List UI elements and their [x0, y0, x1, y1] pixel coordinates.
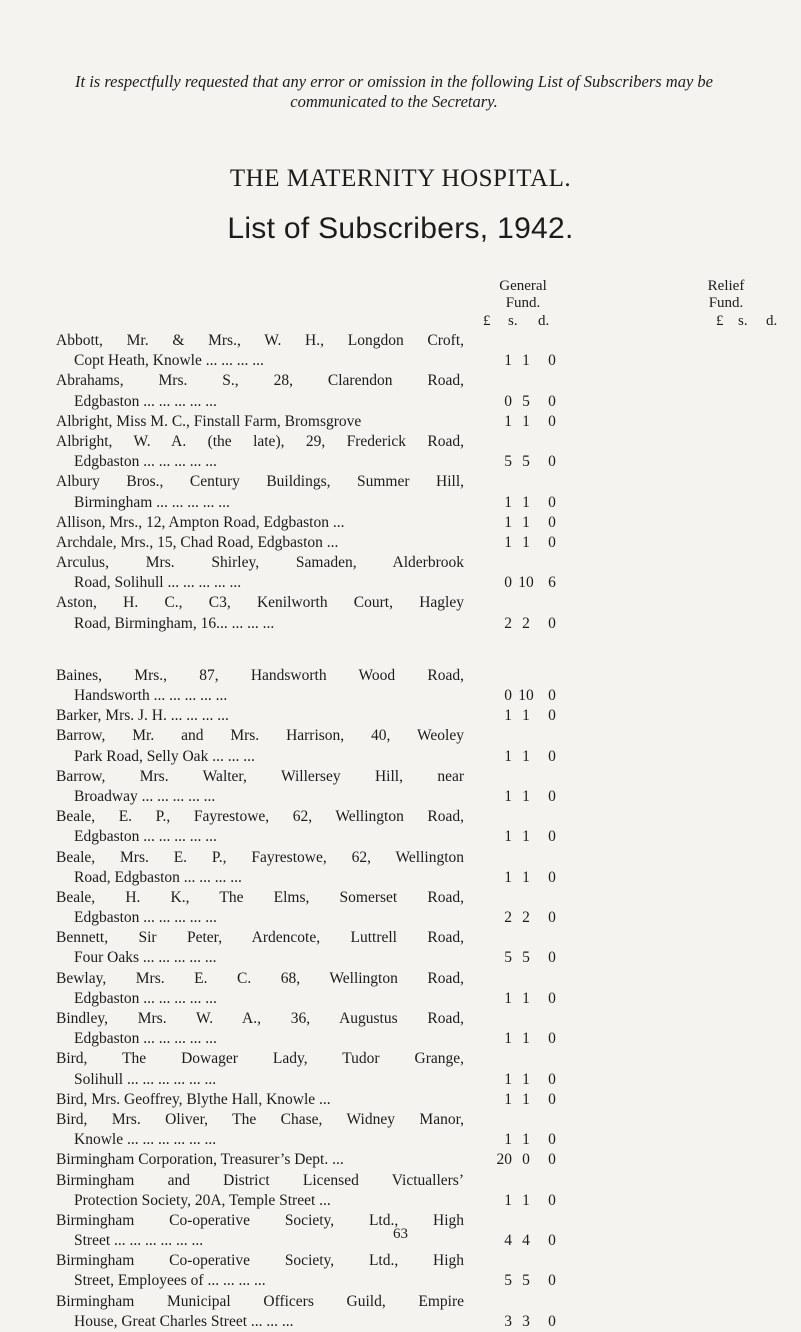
amount-pounds: 0 [504, 392, 512, 410]
entry-line [56, 1171, 746, 1191]
entry-text: Baines, Mrs., 87, Handsworth Wood Road, [56, 666, 464, 684]
amount-shillings: 1 [522, 1070, 530, 1088]
subscriber-entry [56, 928, 746, 968]
amount-pounds: 1 [504, 412, 512, 430]
entry-text: Barrow, Mrs. Walter, Willersey Hill, near [56, 767, 464, 785]
amount-pounds: 4 [504, 1232, 512, 1250]
amount-shillings: 5 [522, 392, 530, 410]
amount-pence: 0 [548, 747, 556, 765]
amount-pence: 0 [548, 1151, 556, 1169]
amount-pence: 0 [548, 787, 556, 805]
entry-text: Park Road, Selly Oak ... ... ... [74, 747, 255, 765]
entry-text: Road, Edgbaston ... ... ... ... [74, 868, 242, 886]
entry-text: Edgbaston ... ... ... ... ... [74, 1030, 217, 1048]
entry-line [56, 493, 746, 513]
subscriber-entry [56, 1110, 746, 1150]
entry-line [56, 969, 746, 989]
subscriber-entry [56, 1009, 746, 1049]
subscriber-entry [56, 371, 746, 411]
entry-text: Handsworth ... ... ... ... ... [74, 687, 228, 704]
amount-shillings: 1 [522, 412, 530, 430]
entry-text: Beale, E. P., Fayrestowe, 62, Wellington Road, [56, 808, 464, 826]
amount-pence: 0 [548, 949, 556, 967]
amount-shillings: 1 [522, 1131, 530, 1149]
entry-line [56, 787, 746, 807]
amount-pence: 0 [548, 352, 556, 370]
entry-line [56, 593, 746, 613]
page-subtitle: List of Subscribers, 1942. [227, 212, 574, 245]
entry-text: Barrow, Mr. and Mrs. Harrison, 40, Weoley [56, 727, 464, 745]
relief-fund-header [676, 278, 776, 312]
entry-line [56, 1130, 746, 1150]
amount-pounds: 0 [504, 574, 512, 592]
entry-line [56, 666, 746, 686]
amount-pounds: 1 [504, 513, 512, 531]
amount-pounds: 1 [504, 707, 512, 725]
amount-pence: 0 [548, 1131, 556, 1149]
entry-text: Beale, H. K., The Elms, Somerset Road, [56, 888, 464, 906]
amount-pounds: 1 [504, 493, 512, 511]
subscriber-entry [56, 472, 746, 512]
entry-line [56, 1090, 746, 1110]
amount-pounds: 2 [504, 614, 512, 632]
amount-shillings: 5 [522, 453, 530, 471]
subscriber-entry [56, 513, 746, 533]
amount-pence: 0 [548, 1030, 556, 1048]
amount-pounds: 2 [504, 909, 512, 927]
subscriber-entry [56, 807, 746, 847]
relief-pounds-unit: £ [716, 313, 724, 329]
entry-text: Bird, The Dowager Lady, Tudor Grange, [56, 1050, 464, 1068]
amount-shillings: 2 [522, 909, 530, 927]
subscriber-entry [56, 767, 746, 807]
amount-pence: 0 [548, 687, 556, 704]
amount-shillings: 3 [522, 1312, 530, 1330]
entry-text: Edgbaston ... ... ... ... ... [74, 989, 217, 1007]
entry-line [56, 848, 746, 868]
relief-shillings-unit: s. [738, 313, 748, 329]
amount-pounds: 1 [504, 1131, 512, 1149]
entry-line [56, 573, 746, 593]
amount-pence: 0 [548, 707, 556, 725]
amount-pence: 0 [548, 412, 556, 430]
amount-pence: 0 [548, 1070, 556, 1088]
amount-shillings: 1 [522, 868, 530, 886]
entry-text: Arculus, Mrs. Shirley, Samaden, Alderbrook [56, 554, 464, 572]
entry-line [56, 908, 746, 928]
entry-text: Copt Heath, Knowle ... ... ... ... [74, 352, 264, 370]
amount-pence: 0 [548, 909, 556, 927]
entry-text: Protection Society, 20A, Temple Street ... [74, 1191, 331, 1209]
entry-line [56, 1029, 746, 1049]
entry-text: Birmingham and District Licensed Victuallers’ [56, 1171, 464, 1189]
amount-pence: 0 [548, 533, 556, 551]
amount-pence: 0 [548, 868, 556, 886]
entry-text: Bennett, Sir Peter, Ardencote, Luttrell Road, [56, 929, 464, 947]
entry-line [56, 706, 746, 726]
amount-pence: 0 [548, 989, 556, 1007]
amount-shillings: 1 [522, 707, 530, 725]
entry-text: Street ... ... ... ... ... ... [74, 1232, 204, 1250]
entry-text: Street, Employees of ... ... ... ... [74, 1272, 266, 1290]
entry-text: Albright, W. A. (the late), 29, Frederick Road, [56, 432, 464, 450]
amount-shillings: 5 [522, 949, 530, 967]
amount-pence: 0 [548, 513, 556, 531]
amount-shillings: 1 [522, 747, 530, 765]
entry-line [56, 472, 746, 492]
notice-text: It is respectfully requested that any error or omission in the following List of Subscribers may be communicated to the Secretary. [75, 72, 713, 111]
entry-text: Solihull ... ... ... ... ... ... [74, 1070, 217, 1088]
entry-line [56, 392, 746, 412]
entry-text: Aston, H. C., C3, Kenilworth Court, Hagley [56, 594, 464, 612]
amount-shillings: 1 [522, 533, 530, 551]
entry-line [56, 807, 746, 827]
subscriber-entry [56, 1171, 746, 1211]
amount-pounds: 1 [504, 1090, 512, 1108]
amount-pounds: 1 [504, 868, 512, 886]
amount-pence: 6 [548, 574, 556, 592]
entry-text: Edgbaston ... ... ... ... ... [74, 392, 217, 410]
entry-line [56, 767, 746, 787]
amount-pounds: 0 [504, 687, 512, 704]
amount-pounds: 1 [504, 1070, 512, 1088]
amount-shillings: 4 [522, 1232, 530, 1250]
entry-line [56, 1271, 746, 1291]
amount-pence: 0 [548, 1312, 556, 1330]
page-number: 63 [393, 1226, 408, 1242]
entry-text: Bird, Mrs. Geoffrey, Blythe Hall, Knowle ... [56, 1090, 331, 1108]
amount-shillings: 0 [522, 1151, 530, 1169]
entry-text: Birmingham Corporation, Treasurer’s Dept. ... [56, 1151, 344, 1169]
page-title: THE MATERNITY HOSPITAL. [229, 165, 572, 192]
entry-line [56, 432, 746, 452]
amount-shillings: 1 [522, 989, 530, 1007]
subscriber-entry [56, 706, 746, 726]
entry-line [56, 553, 746, 573]
amount-pounds: 1 [504, 747, 512, 765]
entry-text: Four Oaks ... ... ... ... ... [74, 949, 217, 967]
entry-line [56, 351, 746, 371]
amount-shillings: 10 [518, 687, 534, 704]
entry-text: Abrahams, Mrs. S., 28, Clarendon Road, [56, 372, 464, 390]
amount-pounds: 1 [504, 787, 512, 805]
amount-pence: 0 [548, 493, 556, 511]
entry-text: Bindley, Mrs. W. A., 36, Augustus Road, [56, 1010, 464, 1027]
amount-pence: 0 [548, 453, 556, 471]
entry-line [56, 747, 746, 767]
entry-text: Beale, Mrs. E. P., Fayrestowe, 62, Wellington [56, 848, 464, 866]
amount-shillings: 1 [522, 1030, 530, 1048]
entry-text: Birmingham Co-operative Society, Ltd., High [56, 1211, 464, 1229]
amount-pounds: 3 [504, 1312, 512, 1330]
subscriber-entry [56, 331, 746, 371]
amount-shillings: 1 [522, 787, 530, 805]
entry-text: Archdale, Mrs., 15, Chad Road, Edgbaston ... [56, 533, 339, 551]
general-pence-unit: d. [538, 313, 550, 329]
amount-pounds: 1 [504, 1191, 512, 1209]
entry-line [56, 989, 746, 1009]
subscriber-entry [56, 848, 746, 888]
entry-line [56, 1191, 746, 1211]
amount-pence: 0 [548, 828, 556, 846]
entry-line [56, 452, 746, 472]
entry-text: Road, Solihull ... ... ... ... ... [74, 574, 242, 592]
amount-pounds: 1 [504, 533, 512, 551]
amount-pence: 0 [548, 614, 556, 632]
amount-shillings: 1 [522, 352, 530, 370]
entry-line [56, 948, 746, 968]
amount-pence: 0 [548, 1090, 556, 1108]
amount-shillings: 10 [518, 574, 534, 592]
entry-text: House, Great Charles Street ... ... ... [74, 1312, 294, 1330]
general-fund-header-line2: Fund. [505, 295, 541, 311]
entry-text: Allison, Mrs., 12, Ampton Road, Edgbaston ... [56, 513, 345, 531]
subscriber-entry [56, 1090, 746, 1110]
subscriber-entry [56, 432, 746, 472]
amount-shillings: 1 [522, 513, 530, 531]
entry-line [56, 868, 746, 888]
entry-line [56, 928, 746, 948]
entry-text: Edgbaston ... ... ... ... ... [74, 453, 217, 471]
entry-line [56, 686, 746, 706]
amount-shillings: 5 [522, 1272, 530, 1290]
entry-text: Barker, Mrs. J. H. ... ... ... ... [56, 707, 229, 725]
amount-pence: 0 [548, 392, 556, 410]
entry-text: Edgbaston ... ... ... ... ... [74, 828, 217, 846]
entry-text: Abbott, Mr. & Mrs., W. H., Longdon Croft, [56, 332, 464, 349]
amount-pounds: 1 [504, 352, 512, 370]
relief-fund-header-line2: Fund. [708, 295, 744, 311]
relief-fund-header-line1: Relief [707, 278, 745, 294]
subscriber-entry [56, 593, 746, 633]
entry-line [56, 1009, 746, 1029]
subscriber-entry [56, 1292, 746, 1332]
amount-pounds: 5 [504, 1272, 512, 1290]
amount-shillings: 1 [522, 1191, 530, 1209]
entry-text: Bewlay, Mrs. E. C. 68, Wellington Road, [56, 969, 464, 987]
subscriber-entry [56, 1049, 746, 1089]
general-fund-header [468, 278, 578, 312]
amount-pounds: 20 [496, 1151, 512, 1169]
entry-line [56, 371, 746, 391]
entry-line [56, 1070, 746, 1090]
entry-line [56, 533, 746, 553]
entry-text: Edgbaston ... ... ... ... ... [74, 909, 217, 927]
entry-line [56, 827, 746, 847]
amount-pence: 0 [548, 1272, 556, 1290]
subscriber-entry [56, 553, 746, 593]
entry-text: Albright, Miss M. C., Finstall Farm, Bromsgrove [56, 412, 362, 430]
subscriber-entry [56, 1150, 746, 1170]
entry-line [56, 1251, 746, 1271]
entry-line [56, 1312, 746, 1332]
amount-pence: 0 [548, 1232, 556, 1250]
amount-shillings: 1 [522, 1090, 530, 1108]
entry-text: Bird, Mrs. Oliver, The Chase, Widney Manor, [56, 1110, 464, 1128]
entry-line [56, 614, 746, 634]
subscriber-entry [56, 1251, 746, 1291]
entry-text: Broadway ... ... ... ... ... [74, 787, 216, 805]
entry-line [56, 1292, 746, 1312]
entry-text: Albury Bros., Century Buildings, Summer Hill, [56, 473, 464, 491]
amount-shillings: 1 [522, 828, 530, 846]
entry-line [56, 331, 746, 351]
general-fund-header-line1: General [499, 278, 547, 294]
entry-text: Road, Birmingham, 16... ... ... ... [74, 614, 275, 632]
subscriber-list [56, 331, 746, 1332]
general-pounds-unit: £ [483, 313, 491, 329]
subscriber-entry [56, 726, 746, 766]
entry-text: Birmingham ... ... ... ... ... [74, 493, 230, 511]
amount-pence: 0 [548, 1191, 556, 1209]
entry-text: Knowle ... ... ... ... ... ... [74, 1131, 217, 1149]
subscriber-entry [56, 412, 746, 432]
amount-pounds: 1 [504, 989, 512, 1007]
amount-shillings: 1 [522, 493, 530, 511]
amount-pounds: 1 [504, 828, 512, 846]
relief-pence-unit: d. [766, 313, 778, 329]
entry-text: Birmingham Municipal Officers Guild, Empire [56, 1292, 464, 1310]
entry-line [56, 513, 746, 533]
subscriber-entry [56, 969, 746, 1009]
entry-line [56, 888, 746, 908]
subscriber-entry [56, 666, 746, 706]
entry-text: Birmingham Co-operative Society, Ltd., High [56, 1252, 464, 1270]
amount-pounds: 1 [504, 1030, 512, 1048]
entry-line [56, 1150, 746, 1170]
amount-pounds: 5 [504, 949, 512, 967]
entry-line [56, 1049, 746, 1069]
amount-pounds: 5 [504, 453, 512, 471]
amount-shillings: 2 [522, 614, 530, 632]
general-shillings-unit: s. [508, 313, 518, 329]
subscriber-entry [56, 888, 746, 928]
entry-line [56, 412, 746, 432]
subscriber-entry [56, 533, 746, 553]
entry-line [56, 1110, 746, 1130]
entry-line [56, 726, 746, 746]
